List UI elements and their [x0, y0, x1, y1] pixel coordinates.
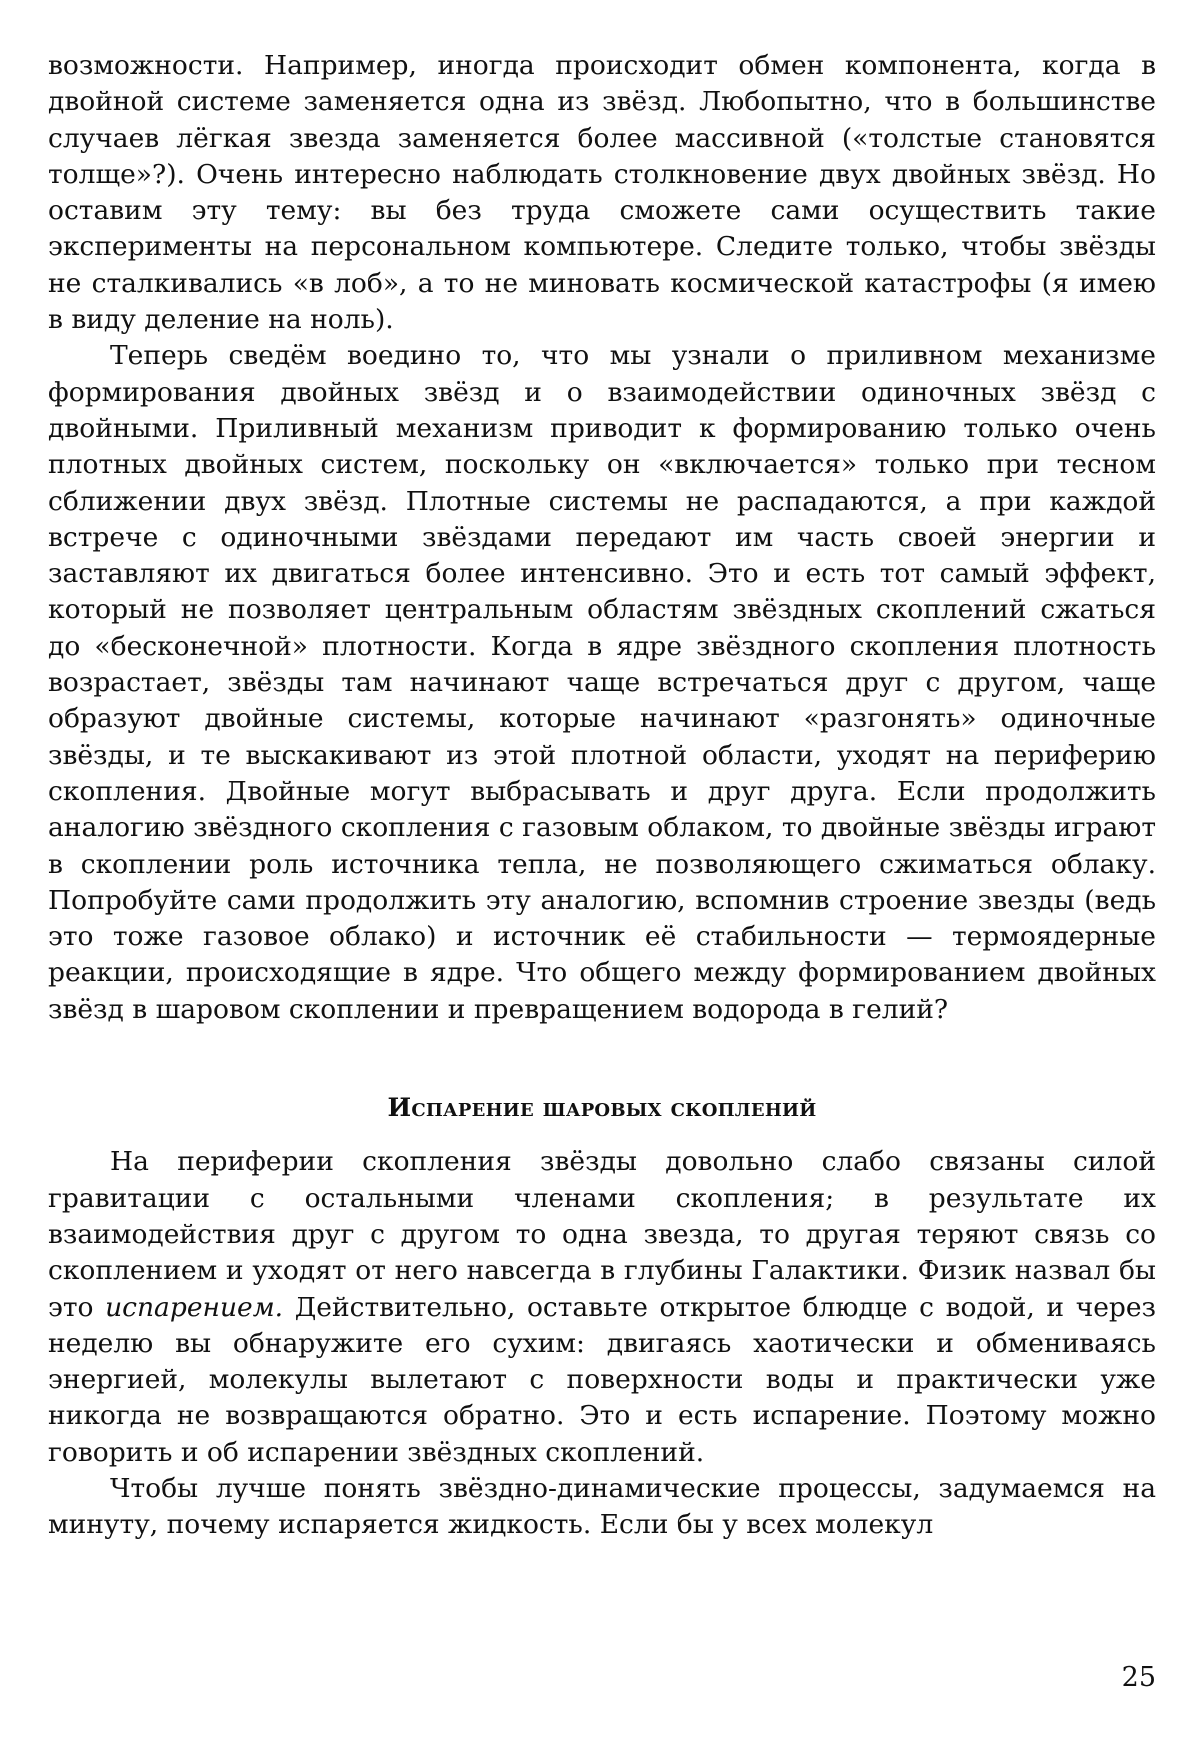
paragraph-3 [48, 1144, 1156, 1471]
paragraph-2: Теперь сведём воедино то, что мы узнали о приливном механизме формирования двойных звёзд и о взаимодействии одиночных звёзд с двойными. Приливный механизм приводит к формированию только очень плотных двойных систем, поскольку он «включается» только при тесном сближении двух звёзд. Плотные системы не распадаются, а при каждой встрече с одиночными звёздами передают им часть своей энергии и заставляют их двигаться более интенсивно. Это и есть тот самый эффект, который не позволяет центральным областям звёздных скоплений сжаться до «бесконечной» плотности. Когда в ядре звёздного скопления плотность возрастает, звёзды там начинают чаще встречаться друг с другом, чаще образуют двойные системы, которые начинают «разгонять» одиночные звёзды, и те выскакивают из этой плотной области, уходят на периферию скопления. Двойные могут выбрасывать и друг друга. Если продолжить аналогию звёздного скопления с газовым облаком, то двойные звёзды играют в скоплении роль источника тепла, не позволяющего сжиматься облаку. Попробуйте сами продолжить эту аналогию, вспомнив строение звезды (ведь это тоже газовое облако) и источник её стабильности — термоядерные реакции, происходящие в ядре. Что общего между формированием двойных звёзд в шаровом скоплении и превращением водорода в гелий? [48, 340, 1156, 1025]
paragraph-4: Чтобы лучше понять звёздно-динамические процессы, задумаемся на минуту, почему испаряется жидкость. Если бы у всех молекул [48, 1472, 1156, 1541]
paragraph-1: возможности. Например, иногда происходит обмен компонента, когда в двойной системе заменяется одна из звёзд. Любопытно, что в большинстве случаев лёгкая звезда заменяется более массивной («толстые становятся толще»?). Очень интересно наблюдать столкновение двух двойных звёзд. Но оставим эту тему: вы без труда сможете сами осуществить такие эксперименты на персональном компьютере. Следите только, чтобы звёзды не сталкивались «в лоб», а то не миновать космической катастрофы (я имею в виду деление на ноль). [48, 50, 1156, 336]
section-heading: Испарение шаровых скоплений [387, 1093, 817, 1123]
page-number: 25 [1121, 1662, 1156, 1693]
book-page [48, 48, 1156, 1544]
paragraph-3-italic-term: испарением. [105, 1291, 284, 1323]
paragraph-3-text-end: Действительно, оставьте открытое блюдце с водой, и через неделю вы обнаружите его сухим: двигаясь хаотически и обмениваясь энергией, молекулы вылетают с поверхности воды и практически уже никогда не возвращаются обратно. Это и есть испарение. Поэтому можно говорить и об испарении звёздных скоплений. [48, 1291, 1156, 1468]
paragraph-3-text-start: На периферии скопления звёзды довольно слабо связаны силой гравитации с остальными членами скопления; в результате их взаимодействия друг с другом то одна звезда, то другая теряют связь со скоплением и уходят от него навсегда в глубины Галактики. Физик назвал бы это [48, 1146, 1156, 1323]
